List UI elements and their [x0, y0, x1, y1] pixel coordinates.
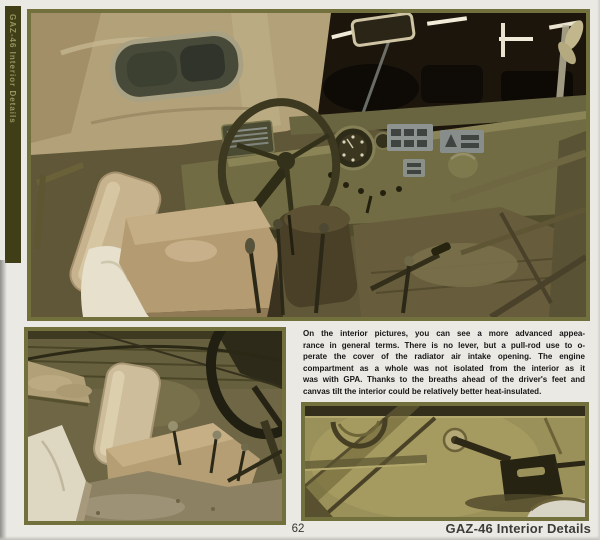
caption-paragraph [303, 328, 585, 398]
caption-line: rance in general terms. There is no lever, but a pull-rod use to o- [303, 340, 585, 350]
driver-seat-photo-art [28, 331, 282, 521]
page-edge-shadow-left [0, 260, 7, 540]
caption-line: perate the cover of the radiator air intake opening. The engine [303, 352, 585, 362]
caption-line: compartment as a whole was not isolated from the interior as it [303, 363, 585, 373]
chapter-tab-title: GAZ-46 Interior Details [8, 14, 17, 124]
main-interior-photo [27, 9, 590, 321]
driver-seat-photo [24, 327, 286, 525]
chapter-tab [5, 6, 21, 263]
caption-line: was with GPA. Thanks to the breaths ahead of the driver's feet and [303, 375, 585, 385]
caption-line: On the interior pictures, you can see a more advanced appea- [303, 329, 585, 338]
page-edge-shadow-bottom [0, 536, 600, 540]
main-interior-photo-art [31, 13, 586, 317]
footer-title: GAZ-46 Interior Details [445, 521, 591, 536]
footwell-detail-photo-art [305, 406, 585, 517]
page-number: 62 [291, 523, 305, 535]
footwell-detail-photo [301, 402, 589, 521]
caption-line: canvas tilt the interior could be relatively better heat-insulated. [303, 386, 542, 396]
